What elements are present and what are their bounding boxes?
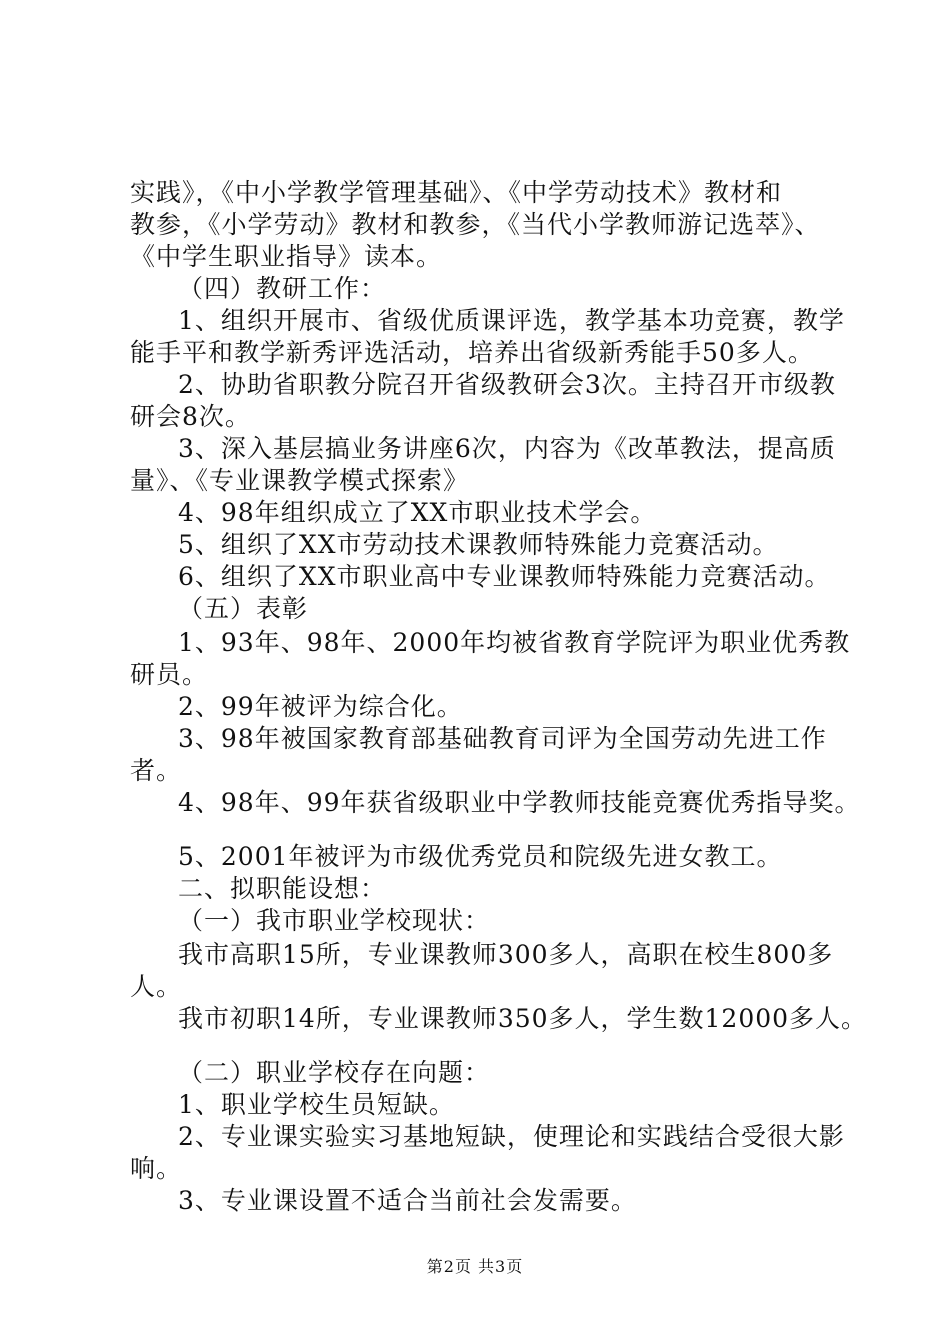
text-line: 我市高职15所，专业课教师300多人，高职在校生800多 <box>178 940 834 969</box>
text-line: 我市初职14所，专业课教师350多人，学生数12000多人。 <box>178 1004 868 1033</box>
text-line: 5、组织了XX市劳动技术课教师特殊能力竞赛活动。 <box>178 530 779 559</box>
text-line: 量》、《专业课教学模式探索》 <box>130 466 470 495</box>
text-line: 2、协助省职教分院召开省级教研会3次。主持召开市级教 <box>178 370 836 399</box>
text-line: 1、93年、98年、2000年均被省教育学院评为职业优秀教 <box>178 628 851 657</box>
text-line: 教参，《小学劳动》教材和教参，《当代小学教师游记选萃》、 <box>130 210 821 239</box>
text-line: 者。 <box>130 756 183 785</box>
text-line: 1、组织开展市、省级优质课评选，教学基本功竞赛，教学 <box>178 306 845 335</box>
section-heading: （五）表彰 <box>178 594 309 623</box>
text-line: 6、组织了XX市职业高中专业课教师特殊能力竞赛活动。 <box>178 562 831 591</box>
text-line: 研员。 <box>130 660 209 689</box>
text-line: 人。 <box>130 972 183 1001</box>
section-heading: （四）教研工作： <box>178 274 387 303</box>
text-line: 响。 <box>130 1154 183 1183</box>
text-line: 3、98年被国家教育部基础教育司评为全国劳动先进工作 <box>178 724 827 753</box>
page-footer: 第2页 共3页 <box>426 1257 524 1276</box>
text-line: 研会8次。 <box>130 402 251 431</box>
text-line: 2、专业课实验实习基地短缺，使理论和实践结合受很大影 <box>178 1122 845 1151</box>
text-line: 《中学生职业指导》读本。 <box>130 242 443 271</box>
text-line: 2、99年被评为综合化。 <box>178 692 463 721</box>
text-line: 3、深入基层搞业务讲座6次，内容为《改革教法，提高质 <box>178 434 836 463</box>
section-heading: （一）我市职业学校现状： <box>178 906 491 935</box>
text-line: 能手平和教学新秀评选活动，培养出省级新秀能手50多人。 <box>130 338 814 367</box>
section-heading: （二）职业学校存在向题： <box>178 1058 491 1087</box>
text-line: 4、98年、99年获省级职业中学教师技能竞赛优秀指导奖。 <box>178 788 861 817</box>
text-line: 4、98年组织成立了XX市职业技术学会。 <box>178 498 657 527</box>
text-line: 3、专业课设置不适合当前社会发需要。 <box>178 1186 637 1215</box>
text-line: 实践》，《中小学教学管理基础》、《中学劳动技术》教材和 <box>130 178 783 207</box>
text-line: 5、2001年被评为市级优秀党员和院级先进女教工。 <box>178 842 783 871</box>
text-line: 1、职业学校生员短缺。 <box>178 1090 455 1119</box>
section-heading: 二、拟职能设想： <box>178 874 387 903</box>
